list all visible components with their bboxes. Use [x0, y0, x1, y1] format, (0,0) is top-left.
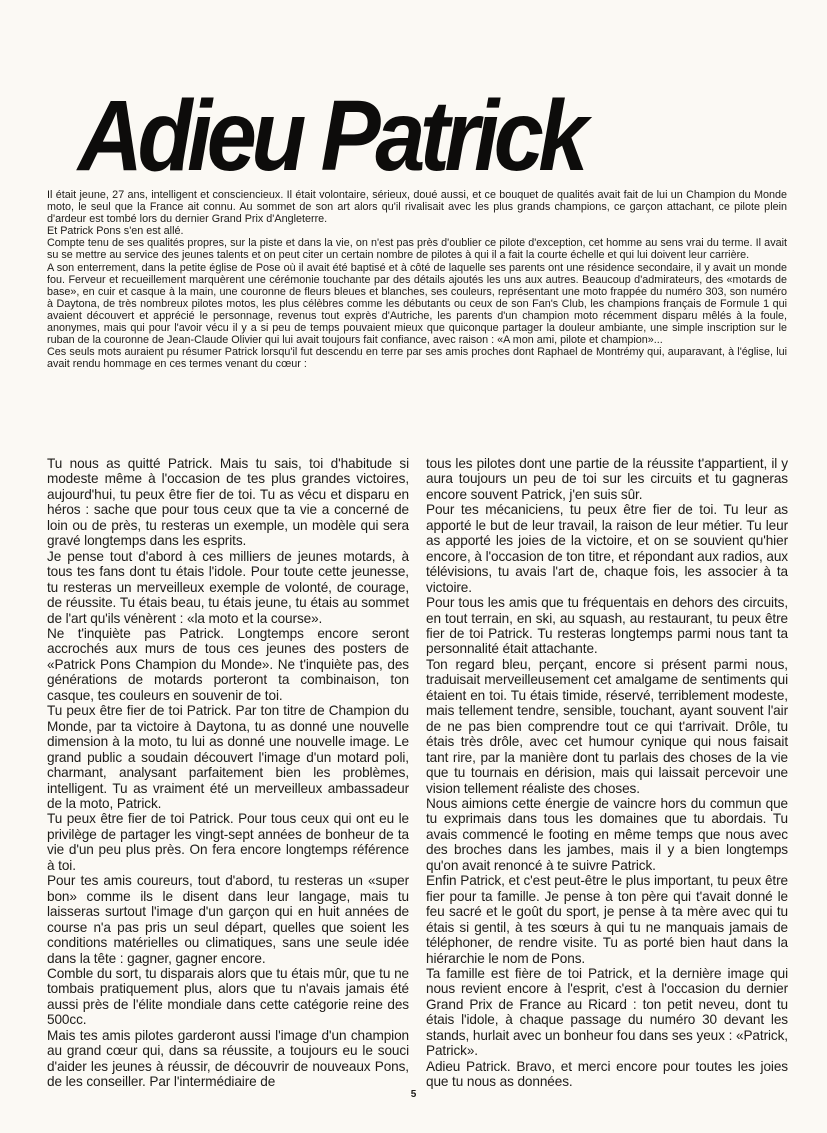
intro-paragraph: Ces seuls mots auraient pu résumer Patrick lorsqu'il fut descendu en terre par ses amis proches dont Raphael de Montrémy qui, auparavant, à l'église, lui avait rendu hommage en ces termes venant du cœur : — [47, 346, 787, 371]
body-paragraph: Comble du sort, tu disparais alors que tu étais mûr, que tu ne tombais pratiquement plus, alors que tu n'avais jamais été aussi près de l'élite mondiale dans cette catégorie reine des 500cc. — [47, 965, 409, 1028]
intro-paragraph: Il était jeune, 27 ans, intelligent et consciencieux. Il était volontaire, sérieux, doué aussi, et ce bouquet de qualités avait fait de lui un Champion du Monde moto, le seul que la France ait connu. Au sommet de son art alors qu'il rivalisait avec les plus grands champions, ce garçon attachant, ce pilote plein d'ardeur est tombé lors du dernier Grand Prix d'Angleterre. — [47, 189, 787, 226]
body-paragraph: Ne t'inquiète pas Patrick. Longtemps encore seront accrochés aux murs de tous ces jeunes des posters de «Patrick Pons Champion du Monde». Ne t'inquiète pas, des générations de motards porteront ta combinaison, ton casque, tes couleurs en souvenir de toi. — [47, 625, 409, 703]
body-paragraph: Nous aimions cette énergie de vaincre hors du commun que tu exprimais dans tous les domaines que tu abordais. Tu avais commencé le footing en même temps que nous avec des broches dans les jambes, mais il y a bien longtemps qu'on avait renoncé à te suivre Patrick. — [426, 795, 788, 873]
left-column — [47, 456, 409, 1090]
body-paragraph: Ton regard bleu, perçant, encore si présent parmi nous, traduisait merveilleusement cet amalgame de sentiments qui étaient en toi. Tu étais timide, réservé, terriblement modeste, mais tellement tendre, sensible, touchant, ayant souvent l'air de ne pas bien comprendre tout ce qui t'arrivait. Drôle, tu étais très drôle, avec cet humour cynique qui nous faisait tant rire, par la manière dont tu parlais des choses de la vie que tu tournais en dérision, mais qui laissait percevoir une vision tellement réaliste des choses. — [426, 656, 788, 796]
body-paragraph: tous les pilotes dont une partie de la réussite t'appartient, il y aura toujours un peu de toi sur les circuits et tu gagneras encore souvent Patrick, j'en suis sûr. — [426, 456, 788, 502]
body-paragraph: Mais tes amis pilotes garderont aussi l'image d'un champion au grand cœur qui, dans sa réussite, a toujours eu le souci d'aider les jeunes à réussir, de découvrir de nouveaux Pons, de les conseiller. Par l'intermédiaire de — [47, 1027, 409, 1090]
body-paragraph: Tu peux être fier de toi Patrick. Par ton titre de Champion du Monde, par ta victoire à Daytona, tu as donné une nouvelle dimension à la moto, tu lui as donné une nouvelle image. Le grand public a soudain découvert l'image d'un motard poli, charmant, analysant parfaitement bien les problèmes, intelligent. Tu as vraiment été un merveilleux ambassadeur de la moto, Patrick. — [47, 703, 409, 811]
article-intro — [47, 189, 787, 370]
body-paragraph: Enfin Patrick, et c'est peut-être le plus important, tu peux être fier pour ta famille. Je pense à ton père qui t'avait donné le feu sacré et le goût du sport, je pense à ta mère avec qui tu étais si gentil, à tes sœurs à qui tu ne manquais jamais de téléphoner, de rendre visite. Tu as porté bien haut dans la hiérarchie le nom de Pons. — [426, 873, 788, 966]
right-column — [426, 456, 788, 1090]
body-paragraph: Pour tes amis coureurs, tout d'abord, tu resteras un «super bon» comme ils le disent dans leur langage, mais tu laisseras surtout l'image d'un garçon qui en huit années de course n'a pas pris un seul départ, quelles que soient les conditions matérielles ou climatiques, sans une seule idée dans la tête : gagner, gagner encore. — [47, 873, 409, 966]
body-paragraph: Adieu Patrick. Bravo, et merci encore pour toutes les joies que tu nous as données. — [426, 1058, 788, 1090]
body-paragraph: Tu nous as quitté Patrick. Mais tu sais, toi d'habitude si modeste même à l'occasion de tes plus grandes victoires, aujourd'hui, tu peux être fier de toi. Tu as vécu et disparu en héros : sache que pour tous ceux que ta vie a concerné de loin ou de près, tu resteras un exemple, un modèle qui sera gravé longtemps dans les esprits. — [47, 456, 409, 549]
body-paragraph: Pour tes mécaniciens, tu peux être fier de toi. Tu leur as apporté le but de leur travail, la raison de leur métier. Tu leur as apporté les joies de la victoire, et on se souvient qu'hier encore, à l'occasion de ton titre, et répondant aux radios, aux télévisions, tu avais l'art de, chaque fois, les associer à ta victoire. — [426, 502, 788, 595]
intro-paragraph: Et Patrick Pons s'en est allé. — [47, 225, 184, 238]
body-paragraph: Pour tous les amis que tu fréquentais en dehors des circuits, en tout terrain, en ski, au squash, au restaurant, tu peux être fier de toi Patrick. Tu resteras longtemps parmi nous tant ta personnalité était attachante. — [426, 595, 788, 657]
body-paragraph: Ta famille est fière de toi Patrick, et la dernière image qui nous revient encore à l'esprit, c'est à l'occasion du dernier Grand Prix de France au Ricard : ton petit neveu, dont tu étais l'idole, à chaque passage du numéro 30 devant les stands, hurlait avec un bonheur fou dans ses yeux : «Patrick, Patrick». — [426, 965, 788, 1059]
body-paragraph: Tu peux être fier de toi Patrick. Pour tous ceux qui ont eu le privilège de partager les vingt-sept années de bonheur de ta vie d'un peu plus près. On fera encore longtemps référence à toi. — [47, 811, 409, 873]
page-number: 5 — [410, 1089, 417, 1100]
intro-paragraph: A son enterrement, dans la petite église de Pose où il avait été baptisé et à côté de laquelle ses parents ont une résidence secondaire, il y avait un monde fou. Ferveur et recueillement marquèrent une cérémonie touchante par des détails ajoutés les uns aux autres. Beaucoup d'admirateurs, des «motards de base», en cuir et casque à la main, une couronne de fleurs bleues et blanches, ses couleurs, représentant une moto frappée du numéro 303, son numéro à Daytona, de très nombreux pilotes motos, les plus célèbres comme les débutants ou ceux de son Fan's Club, les champions français de Formule 1 qui avaient découvert et apprécié le personnage, revenus tout exprès d'Autriche, les parents d'un champion moto récemment disparu mêlés à la foule, anonymes, mais qui pour l'avoir vécu il y a si peu de temps pouvaient mieux que quiconque partager la douleur ambiante, une simple inscription sur le ruban de la couronne de Jean-Claude Olivier qui lui avait toujours fait confiance, avec raison : «A mon ami, pilote et champion»... — [47, 261, 787, 347]
article-title: Adieu Patrick — [78, 80, 584, 192]
intro-paragraph: Compte tenu de ses qualités propres, sur la piste et dans la vie, on n'est pas près d'oublier ce pilote d'exception, cet homme au sens vrai du terme. Il avait su se mettre au service des jeunes talents et on peut citer un certain nombre de pilotes à qui il a fait la courte échelle et qui lui doivent leur carrière. — [47, 237, 787, 262]
body-paragraph: Je pense tout d'abord à ces milliers de jeunes motards, à tous tes fans dont tu étais l'idole. Pour toute cette jeunesse, tu resteras un merveilleux exemple de volonté, de courage, de réussite. Tu étais beau, tu étais jeune, tu étais au sommet de l'art qu'ils vénèrent : «la moto et la course». — [47, 548, 409, 626]
